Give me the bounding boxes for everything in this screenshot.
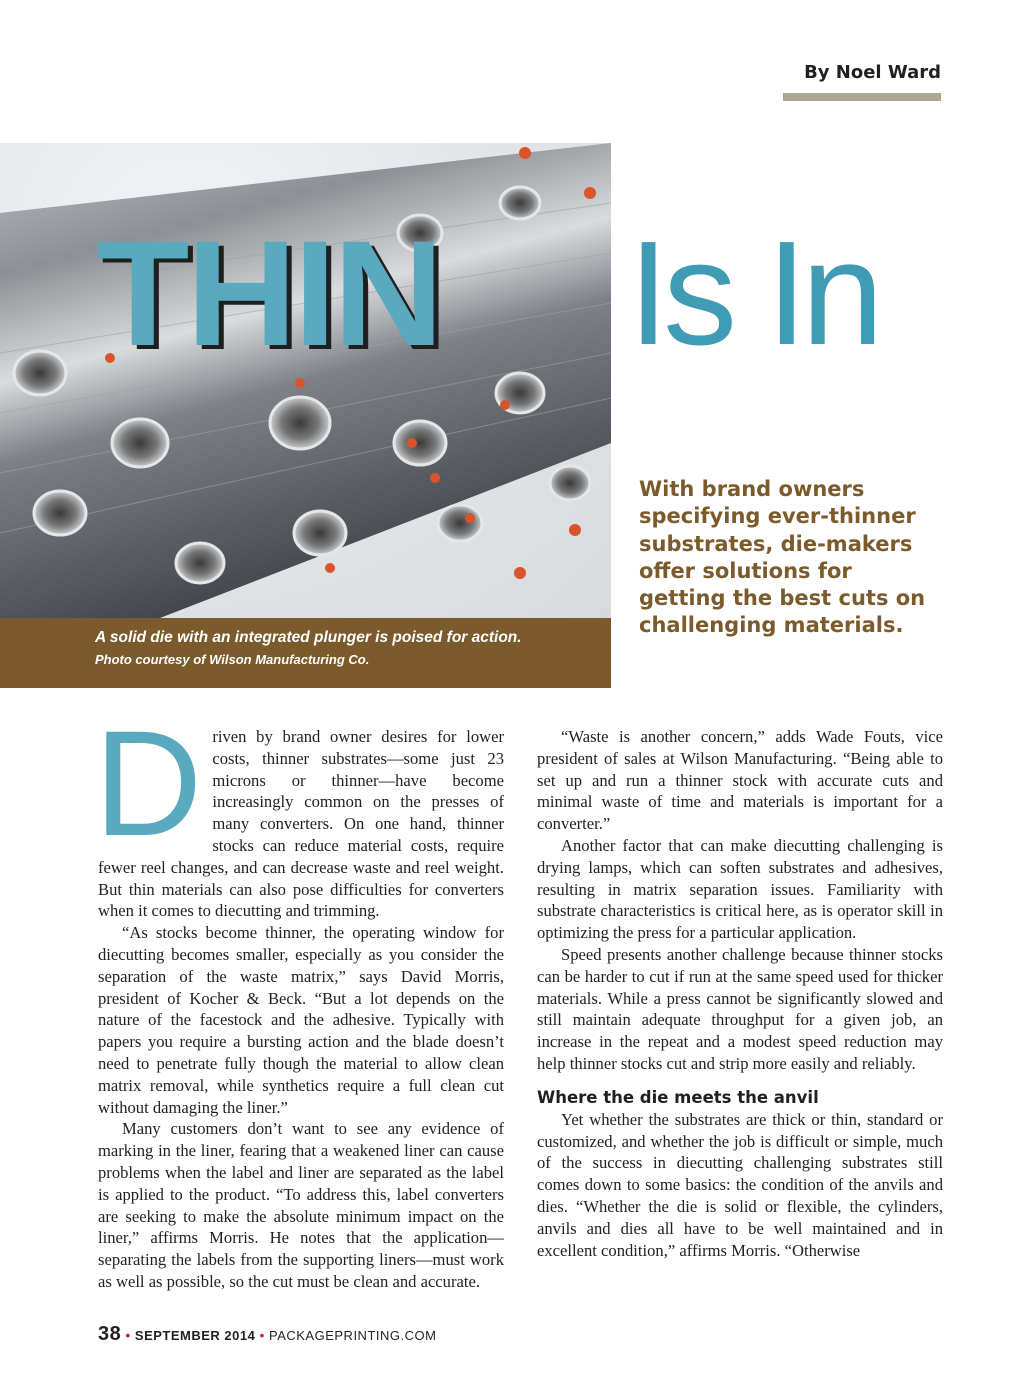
article-column-right [537, 726, 943, 1261]
article-paragraph: Speed presents another challenge because thinner stocks can be harder to cut if run at the same speed used for thicker materials. While a press cannot be significantly slowed and still maintain adequate throughput for a given job, an increase in the repeat and a modest speed reduction may help thinner stocks cut and strip more easily and reliably. [537, 944, 943, 1073]
photo-credit: Photo courtesy of Wilson Manufacturing Co. [95, 652, 370, 667]
title-is-in: Is In [628, 211, 878, 376]
deck: With brand owners specifying ever-thinner substrates, die-makers offer solutions for getting the best cuts on challenging materials. [639, 477, 926, 638]
article-paragraph: Driven by brand owner desires for lower costs, thinner substrates—some just 23 microns or thinner—have become increasingly common on the presses of many converters. On one hand, thinner stocks can reduce material costs, require fewer reel changes, and can decrease waste and reel weight. But thin materials can also pose difficulties for converters when it comes to diecutting and trimming. [94, 699, 504, 921]
article-paragraph: Yet whether the substrates are thick or thin, standard or customized, and whether the job is difficult or simple, much of the success in diecutting challenging substrates still comes down to some basics: the condition of the anvils and dies. “Whether the die is solid or flexible, the cylinders, anvils and dies all have to be well maintained and in excellent condition,” affirms Morris. “Otherwise [537, 1109, 943, 1260]
photo-caption: A solid die with an integrated plunger is poised for action. [95, 629, 522, 646]
page-footer [98, 1323, 436, 1346]
issue-date: SEPTEMBER 2014 [134, 1328, 256, 1343]
article-paragraph: “Waste is another concern,” adds Wade Fouts, vice president of sales at Wilson Manufacturing. “Being able to set up and run a thinner stock with accurate cuts and minimal waste of time and materials is important for a converter.” [537, 727, 943, 834]
section-subhead: Where the die meets the anvil [537, 1087, 819, 1107]
article-paragraph: Many customers don’t want to see any evidence of marking in the liner, fearing that a weakened liner can cause problems when the label and liner are separated as the label is applied to the product. “To address this, label converters are seeking to make the absolute minimum impact on the liner,” affirms Morris. He notes that the application—separating the labels from the supporting liners—must work as well as possible, so the cut must be clean and accurate. [98, 1119, 504, 1291]
article-column-left [94, 699, 504, 1293]
title-thin: THIN [96, 209, 441, 377]
byline-rule [783, 93, 941, 101]
article-paragraph: “As stocks become thinner, the operating window for diecutting becomes smaller, especially as you consider the separation of the waste matrix,” says David Morris, president of Kocher & Beck. “But a lot depends on the nature of the facestock and the adhesive. Typically with papers you require a bursting action and the blade doesn’t need to penetrate fully though the material to allow clean matrix removal, while synthetics require a full clean cut without damaging the liner.” [98, 923, 504, 1117]
byline: By Noel Ward [804, 62, 941, 83]
page-number: 38 [98, 1323, 122, 1345]
footer-bullet: • [259, 1327, 265, 1343]
article-paragraph: Another factor that can make diecutting challenging is drying lamps, which can soften substrates and adhesives, resulting in matrix separation issues. Familiarity with substrate characteristics is critical here, as is operator skill in optimizing the press for a particular application. [537, 835, 943, 943]
footer-bullet: • [125, 1327, 131, 1343]
site-url: PACKAGEPRINTING.COM [269, 1328, 437, 1343]
drop-cap: D [94, 699, 203, 867]
